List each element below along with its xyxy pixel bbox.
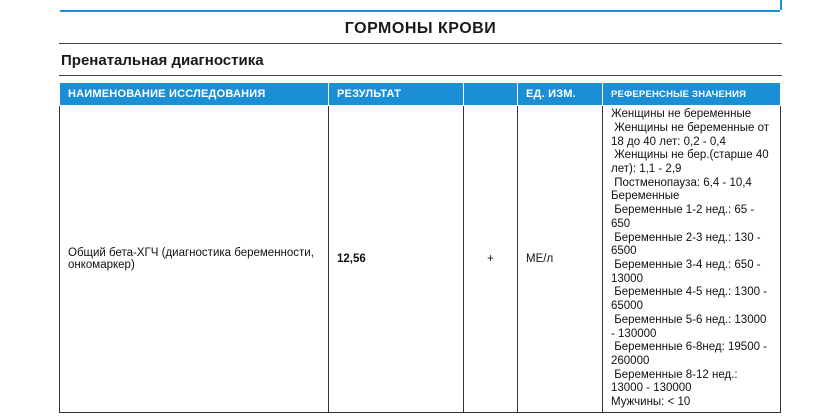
unit-cell: МЕ/л xyxy=(518,106,603,413)
reference-line: Беременные 5-6 нед.: 13000 - 130000 xyxy=(611,313,770,340)
result-value-cell: 12,56 xyxy=(329,106,464,413)
reference-values-cell xyxy=(603,106,781,413)
reference-line: Беременные 8-12 нед.: 13000 - 130000 xyxy=(611,368,741,395)
reference-line: Беременные 2-3 нед.: 130 - 6500 xyxy=(611,231,764,258)
test-name-cell: Общий бета-ХГЧ (диагностика беременности, онкомаркер) xyxy=(60,106,329,413)
column-header-unit: ЕД. ИЗМ. xyxy=(518,83,603,106)
reference-line: Беременные 6-8нед: 19500 - 260000 xyxy=(611,341,771,367)
reference-line: Беременные 3-4 нед.: 650 - 13000 xyxy=(611,259,764,285)
column-header-test-name: НАИМЕНОВАНИЕ ИССЛЕДОВАНИЯ xyxy=(60,83,329,106)
reference-line: Женщины не бер.(старше 40 лет): 1,1 - 2,9 xyxy=(611,149,772,176)
reference-line: Беременные 4-5 нед.: 1300 - 65000 xyxy=(611,286,771,313)
subsection-divider xyxy=(59,75,782,76)
border-right-accent xyxy=(780,0,782,10)
reference-line: Постменопауза: 6,4 - 10,4 xyxy=(611,176,752,189)
previous-section-edge xyxy=(60,0,780,12)
section-title: ГОРМОНЫ КРОВИ xyxy=(344,20,497,37)
reference-line: Женщины не беременные xyxy=(611,108,752,121)
column-header-reference: РЕФЕРЕНСНЫЕ ЗНАЧЕНИЯ xyxy=(603,83,781,106)
section-divider xyxy=(59,43,782,44)
reference-line: Мужчины: < 10 xyxy=(611,396,691,409)
column-header-result: РЕЗУЛЬТАТ xyxy=(329,83,464,106)
result-flag-cell: + xyxy=(464,106,518,413)
results-table xyxy=(59,82,781,413)
reference-line: Беременные xyxy=(611,190,680,203)
table-header-row xyxy=(60,83,781,106)
reference-line: Женщины не беременные от 18 до 40 лет: 0,2 - 0,4 xyxy=(611,121,773,148)
reference-line: Беременные 1-2 нед.: 65 - 650 xyxy=(611,204,758,230)
column-header-flag xyxy=(464,83,518,106)
subsection-title: Пренатальная диагностика xyxy=(61,52,264,69)
table-row xyxy=(60,106,781,413)
